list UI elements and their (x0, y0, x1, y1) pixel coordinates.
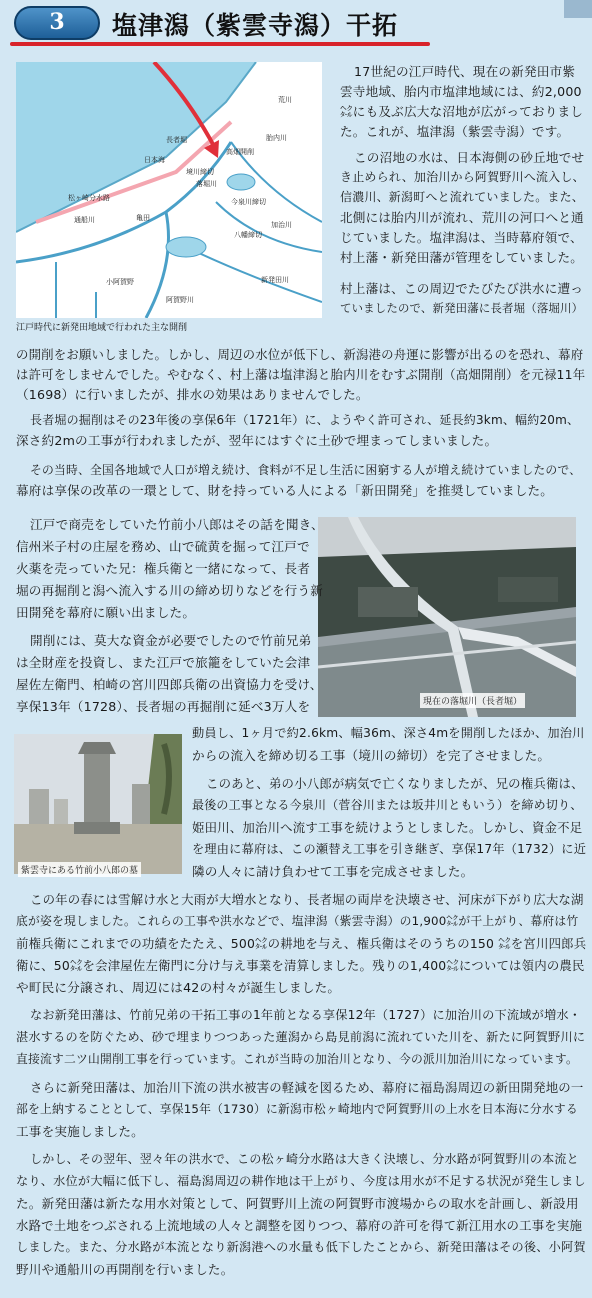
text-line: 湛水するのを防ぐため、砂で埋まりつつあった蓮潟から島見前潟に流れていた川を、新たに阿賀野川に (16, 1030, 586, 1044)
map-label: 胎内川 (266, 135, 287, 142)
text-line: さらに新発田藩は、加治川下流の洪水被害の軽減を図るため、幕府に福島潟周辺の新田開発地の一 (30, 1080, 584, 1095)
text-line: 隣の人々に請け負わせて工事を完成させました。 (192, 864, 474, 879)
text-line: き止められ、加治川から阿賀野川へ流入し、 (340, 170, 585, 184)
text-line: 信州米子村の庄屋を務め、山で硫黄を掘って江戸で (16, 539, 310, 554)
text-line: た。これが、塩津潟（紫雲寺潟）です。 (340, 124, 570, 139)
text-line: 底が姿を現しました。これらの工事や洪水などで、塩津潟（紫雲寺潟）の1,900㌶が干上がり、幕府は竹 (16, 914, 579, 928)
page-title: 塩津潟（紫雲寺潟）干拓 (112, 11, 399, 40)
text-line: じていました。塩津潟は、当時幕府領で、 (340, 230, 583, 245)
text-line: た。新発田藩は新たな用水対策として、阿賀野川上流の阿賀野市渡場からの取水を計画し、新設用 (16, 1196, 579, 1211)
text-line: その当時、全国各地域で人口が増え続け、食料が不足し生活に困窮する人が増え続けていましたので、 (30, 463, 582, 477)
text-line: 屋佐左衛門、柏崎の宮川四郎兵衛の出資協力を受け、 (16, 677, 323, 692)
text-line: 田開発を幕府に願い出ました。 (16, 605, 196, 620)
text-line: 野川や通船川の再開削を行いました。 (16, 1262, 234, 1277)
text-line: 衛に、50㌶を会津屋佐左衛門に分け与え事業を清算しました。残りの1,400㌶については領内の農民 (16, 958, 585, 973)
text-line: （1698）に行いましたが、排水の効果はありませんでした。 (16, 387, 369, 402)
text-line: この沼地の水は、日本海側の砂丘地でせ (354, 150, 585, 165)
text-line: 堀の再掘削と潟へ流入する川の締め切りなどを行う新 (16, 583, 324, 598)
map-label: 通船川 (74, 217, 95, 224)
canal-photo (318, 517, 576, 717)
text-line: しかし、その翌年、翌々年の洪水で、この松ヶ崎分水路は大きく決壊し、分水路が阿賀野川の本流と (30, 1152, 579, 1166)
map-label: 長者堀 (166, 137, 187, 144)
text-line: 信濃川、新潟町へと流れていました。また、 (340, 190, 585, 204)
text-line: 水路で土地をつぶされる上流地域の人々と調整を図りつつ、幕府の許可を得て新江用水の工事を実施 (16, 1218, 583, 1233)
map-label: 加治川 (271, 222, 292, 229)
section-number-badge (14, 6, 100, 40)
text-line: ていましたので、新発田藩に長者堀（落堀川） (340, 301, 584, 315)
map-figure (16, 62, 322, 318)
map-label: 今泉川締切 (231, 199, 266, 206)
map-label: 落堀川 (196, 181, 217, 188)
text-line: なり、水位が大幅に低下し、福島潟周辺の耕作地は干上がり、今度は用水が不足する状況が発生しまし (16, 1174, 586, 1188)
text-line: 雲寺地域、胎内市塩津地域には、約2,000 (340, 84, 582, 99)
text-line: 部を上納することとして、享保15年（1730）に新潟市松ヶ崎地内で阿賀野川の上水を日本海に分水する (16, 1102, 578, 1116)
text-line: この年の春には雪解け水と大雨が大増水となり、長者堀の両岸を決壊させ、河床が下がり広大な湖 (30, 892, 584, 907)
text-line: しました。また、分水路が本流となり新潟港への水量も低下したことから、新発田藩はその後、小阿賀 (16, 1240, 586, 1254)
text-line: からの流入を締め切る工事（境川の締切）を完了させました。 (192, 748, 551, 763)
text-line: 村上藩・新発田藩が管理をしていました。 (340, 250, 584, 265)
text-line: を理由に幕府は、この瀬替え工事を引き継ぎ、享保17年（1732）に近 (192, 842, 587, 856)
text-line: は許可をしませんでした。やむなく、村上藩は塩津潟と胎内川をむすぶ開削（高畑開削）を元禄11年 (16, 367, 586, 382)
map-label: 松ヶ崎分水路 (68, 195, 110, 202)
text-line: 長者堀の掘削はその23年後の享保6年（1721年）に、ようやく許可され、延長約3km、幅約20m、 (30, 413, 580, 427)
text-line: このあと、弟の小八郎が病気で亡くなりましたが、兄の権兵衛は、 (206, 776, 584, 791)
text-line: 幕府は享保の改革の一環として、財を持っている人による「新田開発」を推奨していました。 (16, 483, 554, 498)
text-line: 開削には、莫大な資金が必要でしたので竹前兄弟 (30, 633, 312, 648)
text-line: 17世紀の江戸時代、現在の新発田市紫 (354, 64, 576, 79)
text-line: 姫田川、加治川へ流す工事を続けようとしました。しかし、資金不足 (192, 820, 583, 835)
text-line: ㌶にも及ぶ広大な沼地が広がっておりまし (340, 104, 584, 119)
text-line: 火薬を売っていた兄：権兵衛と一緒になって、長者 (16, 561, 311, 576)
map-label: 境川締切 (186, 169, 214, 176)
map-label: 新発田川 (261, 277, 289, 284)
map-label: 亀田 (136, 215, 150, 222)
map-label: 阿賀野川 (166, 297, 194, 304)
map-label: 日本海 (144, 157, 165, 164)
map-label: 高畑開削 (226, 149, 254, 156)
grave-photo-caption: 紫雲寺にある竹前小八郎の墓 (18, 862, 141, 877)
text-line: 工事を実施しました。 (16, 1124, 144, 1139)
map-label: 八幡締切 (234, 232, 262, 239)
corner-mark (564, 0, 592, 18)
text-line: 最後の工事となる今泉川（菅谷川または坂井川ともいう）を締め切り、 (192, 798, 583, 812)
text-line: 北側には胎内川が流れ、荒川の河口へと通 (340, 210, 584, 225)
text-line: や町民に分譲され、周辺には42の村々が誕生しました。 (16, 980, 341, 995)
text-line: 享保13年（1728）、長者堀の再掘削に延べ3万人を (16, 699, 311, 714)
text-line: 江戸で商売をしていた竹前小八郎はその話を聞き、 (30, 517, 324, 532)
text-line: なお新発田藩は、竹前兄弟の干拓工事の1年前となる享保12年（1727）に加治川の下流域が増水・ (30, 1008, 582, 1022)
map-caption: 江戸時代に新発田地域で行われた主な開削 (16, 323, 188, 333)
title-bar (0, 0, 592, 52)
canal-photo-caption: 現在の落堀川（長者堀） (420, 693, 525, 708)
section-number: 3 (49, 9, 65, 35)
title-underline (10, 42, 430, 46)
text-line: 動員し、1ヶ月で約2.6km、幅36m、深さ4mを開削したほか、加治川 (192, 726, 585, 740)
map-label: 小阿賀野 (106, 279, 134, 286)
text-line: の開削をお願いしました。しかし、周辺の水位が低下し、新潟港の舟運に影響が出るのを恐れ、幕府 (16, 347, 584, 362)
grave-photo (14, 734, 182, 874)
text-line: 前権兵衛にこれまでの功績をたたえ、500㌶の耕地を与え、権兵衛はそのうちの150 ㌶を宮川四郎兵 (16, 936, 587, 951)
map-label: 荒川 (278, 97, 292, 104)
text-line: 深さ約2mの工事が行われましたが、翌年にはすぐに土砂で埋まってしまいました。 (16, 433, 498, 448)
text-line: 村上藩は、この周辺でたびたび洪水に遭っ (340, 281, 584, 296)
text-line: 直接流す二ツ山開削工事を行っています。これが当時の加治川となり、今の派川加治川になっています。 (16, 1052, 578, 1066)
text-line: は全財産を投資し、また江戸で旅籠をしていた会津 (16, 655, 311, 670)
